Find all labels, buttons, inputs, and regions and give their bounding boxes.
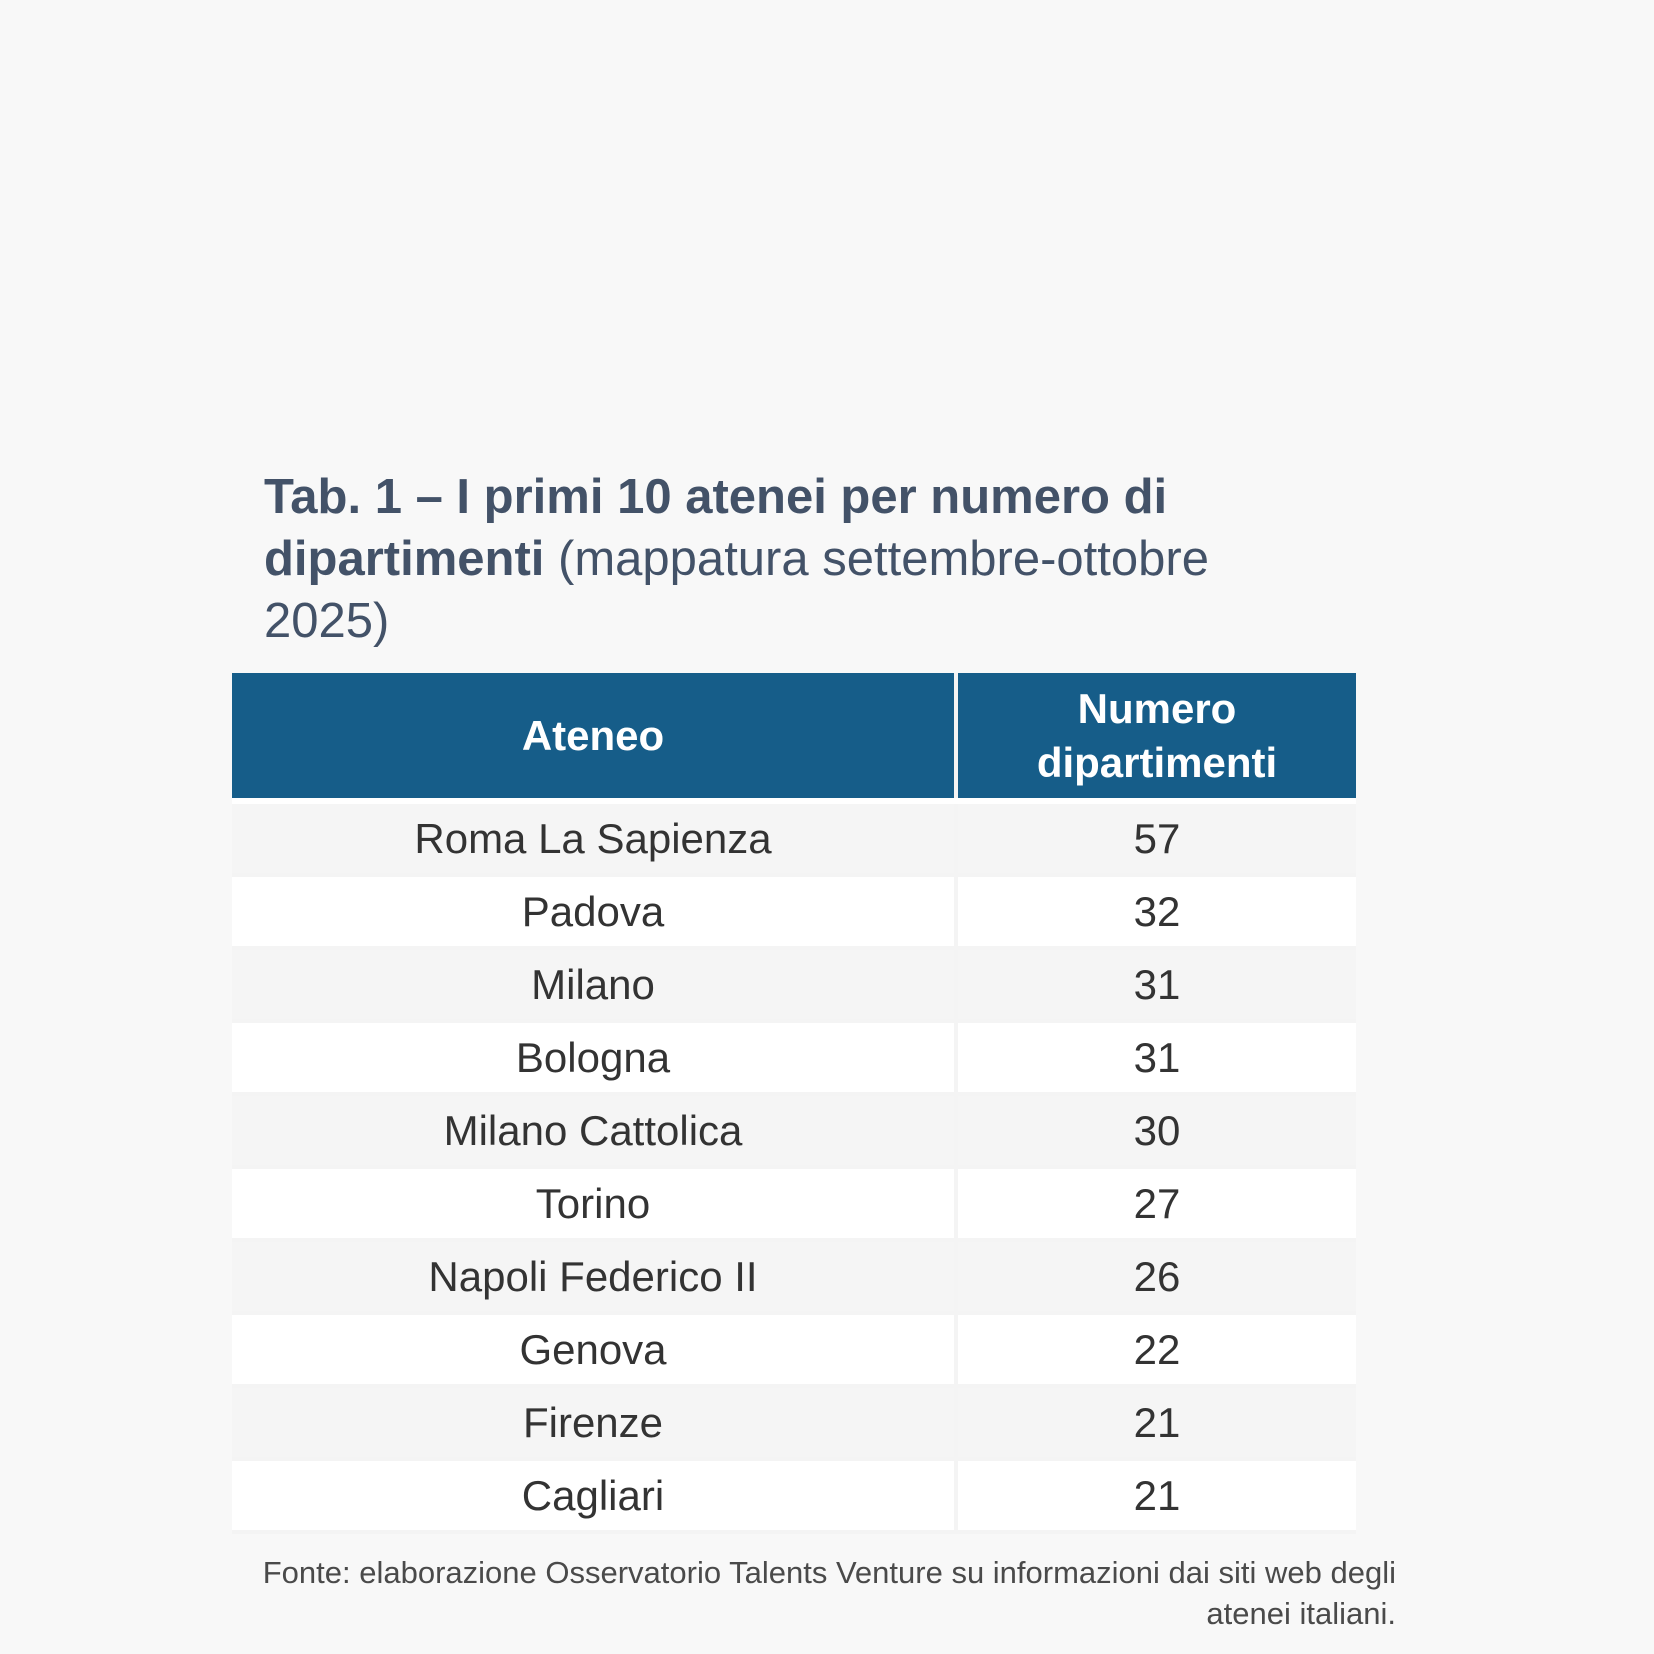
table-row	[232, 1240, 1356, 1313]
cell-numero-dipartimenti: 30	[956, 1094, 1356, 1167]
cell-ateneo: Milano	[232, 948, 956, 1021]
table-row	[232, 1094, 1356, 1167]
table-title-subtitle: (mappatura settembre-ottobre 2025)	[264, 532, 1209, 648]
cell-numero-dipartimenti: 22	[956, 1313, 1356, 1386]
cell-ateneo: Firenze	[232, 1386, 956, 1459]
cell-ateneo: Torino	[232, 1167, 956, 1240]
table-body	[232, 801, 1356, 1532]
cell-ateneo: Milano Cattolica	[232, 1094, 956, 1167]
cell-ateneo: Napoli Federico II	[232, 1240, 956, 1313]
table-row	[232, 875, 1356, 948]
cell-numero-dipartimenti: 26	[956, 1240, 1356, 1313]
table-title	[264, 466, 1324, 652]
cell-ateneo: Roma La Sapienza	[232, 801, 956, 875]
table-row	[232, 1459, 1356, 1532]
cell-numero-dipartimenti: 27	[956, 1167, 1356, 1240]
universities-table	[232, 673, 1356, 1534]
cell-ateneo: Genova	[232, 1313, 956, 1386]
cell-ateneo: Bologna	[232, 1021, 956, 1094]
cell-numero-dipartimenti: 32	[956, 875, 1356, 948]
source-note: Fonte: elaborazione Osservatorio Talents Venture su informazioni dai siti web degli atenei italiani.	[262, 1555, 1396, 1631]
cell-numero-dipartimenti: 21	[956, 1459, 1356, 1532]
cell-ateneo: Cagliari	[232, 1459, 956, 1532]
table-row	[232, 948, 1356, 1021]
table-row	[232, 1167, 1356, 1240]
table-row	[232, 1313, 1356, 1386]
cell-numero-dipartimenti: 31	[956, 1021, 1356, 1094]
table-title-bold: Tab. 1 – I primi 10 atenei per numero di dipartimenti	[264, 470, 1168, 586]
table-row	[232, 801, 1356, 875]
cell-numero-dipartimenti: 21	[956, 1386, 1356, 1459]
column-header-numero-dipartimenti: Numero dipartimenti	[956, 673, 1356, 801]
cell-numero-dipartimenti: 31	[956, 948, 1356, 1021]
table-row	[232, 1386, 1356, 1459]
cell-ateneo: Padova	[232, 875, 956, 948]
column-header-ateneo: Ateneo	[232, 673, 956, 801]
cell-numero-dipartimenti: 57	[956, 801, 1356, 875]
table-header-row	[232, 673, 1356, 801]
table-row	[232, 1021, 1356, 1094]
